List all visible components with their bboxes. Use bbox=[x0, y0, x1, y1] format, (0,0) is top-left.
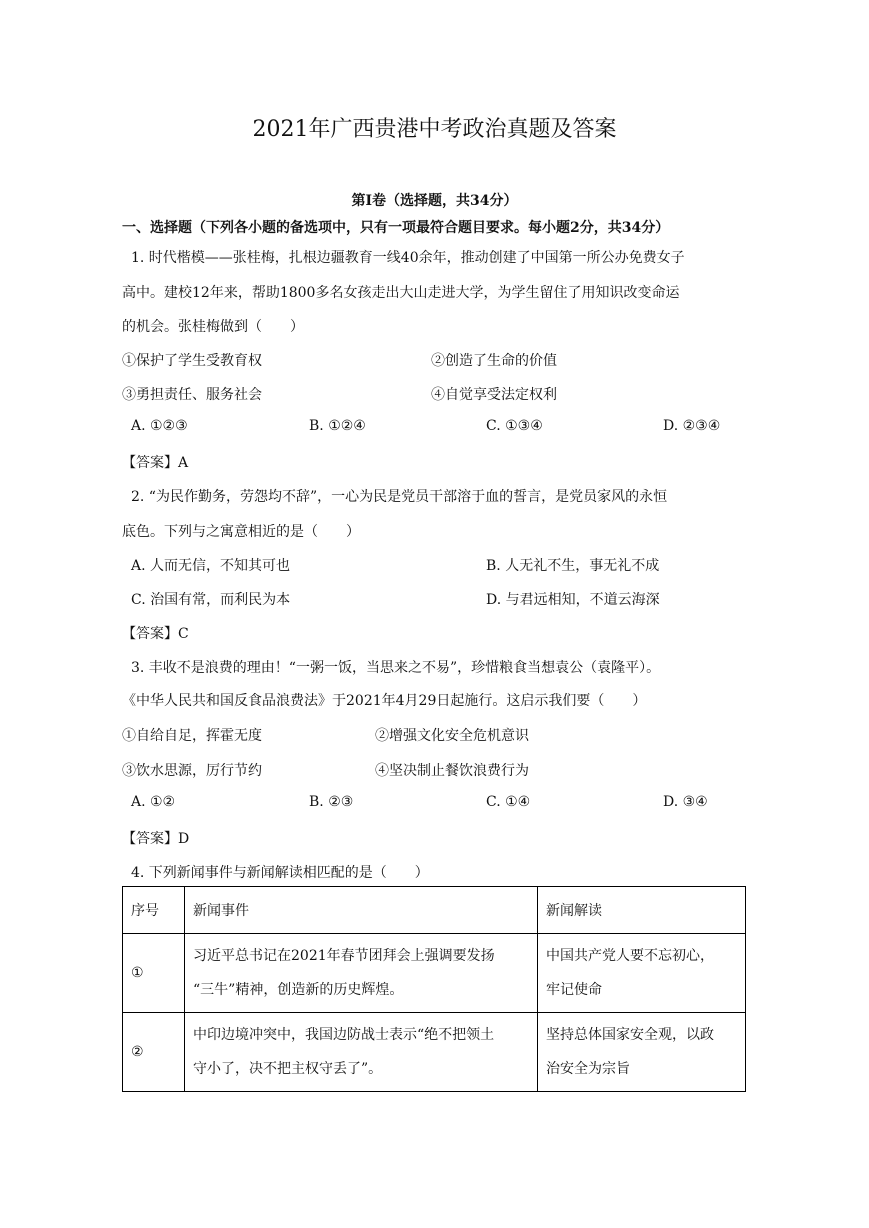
q2-option-b: B. 人无礼不生，事无礼不成 bbox=[486, 558, 660, 574]
q1-item: ④自觉享受法定权利 bbox=[431, 387, 557, 403]
q1-stem-line: 高中。建校12年来，帮助1800多名女孩走出大山走进大学，为学生留住了用知识改变命运 bbox=[122, 285, 680, 301]
header-number: 序号 bbox=[123, 887, 185, 934]
q3-option-a: A. ①② bbox=[131, 794, 176, 810]
q3-item: ③饮水思源，厉行节约 bbox=[122, 763, 262, 779]
event-line: 习近平总书记在2021年春节团拜会上强调要发扬 bbox=[193, 948, 495, 964]
q1-stem-line: 1. 时代楷模——张桂梅，扎根边疆教育一线40余年，推动创建了中国第一所公办免费女子 bbox=[131, 250, 685, 266]
page-title: 2021年广西贵港中考政治真题及答案 bbox=[252, 117, 617, 142]
q1-option-c: C. ①③④ bbox=[486, 418, 543, 434]
table-row bbox=[123, 1013, 746, 1092]
q3-answer: 【答案】D bbox=[122, 831, 190, 847]
q1-option-b: B. ①②④ bbox=[309, 418, 366, 434]
row-interpretation bbox=[538, 1013, 746, 1092]
row-number: ② bbox=[123, 1013, 185, 1092]
interpretation-line: 坚持总体国家安全观，以政 bbox=[546, 1027, 714, 1043]
q3-stem-line: 《中华人民共和国反食品浪费法》于2021年4月29日起施行。这启示我们要（ ） bbox=[122, 693, 647, 709]
q1-item: ③勇担责任、服务社会 bbox=[122, 387, 262, 403]
q3-option-b: B. ②③ bbox=[309, 794, 354, 810]
q3-item: ①自给自足，挥霍无度 bbox=[122, 728, 262, 744]
q1-option-a: A. ①②③ bbox=[131, 418, 188, 434]
row-event bbox=[185, 934, 538, 1013]
q2-option-d: D. 与君远相知，不道云海深 bbox=[486, 592, 660, 608]
row-number: ① bbox=[123, 934, 185, 1013]
header-event: 新闻事件 bbox=[185, 887, 538, 934]
q3-item: ④坚决制止餐饮浪费行为 bbox=[375, 763, 529, 779]
q4-stem: 4. 下列新闻事件与新闻解读相匹配的是（ ） bbox=[131, 865, 429, 881]
q2-option-a: A. 人而无信，不知其可也 bbox=[131, 558, 291, 574]
q1-item: ①保护了学生受教育权 bbox=[122, 353, 262, 369]
table-row bbox=[123, 934, 746, 1013]
table-header-row bbox=[123, 887, 746, 934]
event-line: 中印边境冲突中，我国边防战士表示“绝不把领土 bbox=[193, 1027, 495, 1043]
interpretation-line: 中国共产党人要不忘初心， bbox=[546, 948, 714, 964]
event-line: 守小了，决不把主权守丢了”。 bbox=[193, 1061, 383, 1077]
q2-stem-line: 底色。下列与之寓意相近的是（ ） bbox=[122, 524, 360, 540]
part-heading: 一、选择题（下列各小题的备选项中，只有一项最符合题目要求。每小题2分，共34分） bbox=[122, 220, 670, 236]
q3-stem-line: 3. 丰收不是浪费的理由！“一粥一饭，当思来之不易”，珍惜粮食当想袁公（袁隆平）。 bbox=[131, 660, 661, 676]
section-title: 第Ⅰ卷（选择题，共34分） bbox=[351, 193, 518, 209]
interpretation-line: 治安全为宗旨 bbox=[546, 1061, 630, 1077]
interpretation-line: 牢记使命 bbox=[546, 982, 602, 998]
q3-option-d: D. ③④ bbox=[663, 794, 708, 810]
news-table bbox=[122, 886, 746, 1092]
q1-stem-line: 的机会。张桂梅做到（ ） bbox=[122, 319, 304, 335]
q2-stem-line: 2. “为民作勤务，劳怨均不辞”，一心为民是党员干部溶于血的誓言，是党员家风的永恒 bbox=[131, 489, 668, 505]
q2-option-c: C. 治国有常，而利民为本 bbox=[131, 592, 291, 608]
q1-answer: 【答案】A bbox=[122, 455, 189, 471]
header-interpretation: 新闻解读 bbox=[538, 887, 746, 934]
q2-answer: 【答案】C bbox=[122, 626, 189, 642]
q3-option-c: C. ①④ bbox=[486, 794, 531, 810]
q1-item: ②创造了生命的价值 bbox=[431, 353, 557, 369]
event-line: “三牛”精神，创造新的历史辉煌。 bbox=[193, 982, 404, 998]
row-event bbox=[185, 1013, 538, 1092]
q3-item: ②增强文化安全危机意识 bbox=[375, 728, 529, 744]
q1-option-d: D. ②③④ bbox=[663, 418, 721, 434]
row-interpretation bbox=[538, 934, 746, 1013]
